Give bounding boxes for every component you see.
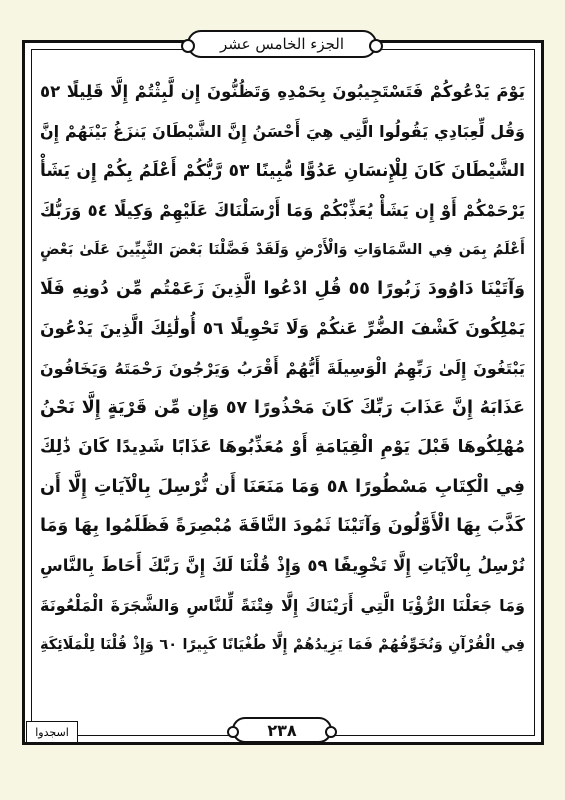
line-text: نُرْسِلُ بِالْآيَاتِ إِلَّا تَخْوِيفًا ٥٩ وَإِذْ قُلْنَا لَكَ إِنَّ رَبَّكَ أَحَاطَ بِالنَّاسِ	[40, 556, 525, 576]
line-text: وَآتَيْنَا دَاوُودَ زَبُورًا ٥٥ قُلِ ادْعُوا الَّذِينَ زَعَمْتُم مِّن دُونِهِ فَلَا	[40, 279, 525, 300]
line-text: يَرْحَمْكُمْ أَوْ إِن يَشَأْ يُعَذِّبْكُمْ وَمَا أَرْسَلْنَاكَ عَلَيْهِمْ وَكِيلًا ٥٤ وَرَبُّكَ	[40, 200, 525, 220]
line-text: فِي الْكِتَابِ مَسْطُورًا ٥٨ وَمَا مَنَعَنَا أَن نُّرْسِلَ بِالْآيَاتِ إِلَّا أَن	[40, 476, 525, 497]
verse-line-4	[40, 191, 525, 231]
line-text: وَقُل لِّعِبَادِي يَقُولُوا الَّتِي هِيَ أَحْسَنُ إِنَّ الشَّيْطَانَ يَنزَغُ بَيْنَهُمْ إِنَّ	[40, 121, 525, 141]
verse-line-6	[40, 270, 525, 310]
line-text: كَذَّبَ بِهَا الْأَوَّلُونَ وَآتَيْنَا ثَمُودَ النَّاقَةَ مُبْصِرَةً فَظَلَمُوا بِهَا وَمَا	[40, 516, 525, 537]
verse-line-15	[40, 625, 525, 665]
verse-line-2	[40, 112, 525, 152]
verse-line-12	[40, 507, 525, 547]
catchword-text: اسجدوا	[35, 725, 69, 739]
line-text: يَوْمَ يَدْعُوكُمْ فَتَسْتَجِيبُونَ بِحَمْدِهِ وَتَظُنُّونَ إِن لَّبِثْتُمْ إِلَّا قَلِيلًا ٥٢	[40, 82, 525, 102]
verse-line-7	[40, 309, 525, 349]
line-text: مُهْلِكُوهَا قَبْلَ يَوْمِ الْقِيَامَةِ أَوْ مُعَذِّبُوهَا عَذَابًا شَدِيدًا كَانَ ذَٰلِكَ	[40, 437, 525, 458]
ornament-cap-left	[181, 39, 195, 53]
verse-line-5	[40, 230, 525, 270]
verse-line-10	[40, 428, 525, 468]
verse-line-9	[40, 388, 525, 428]
line-text: وَمَا جَعَلْنَا الرُّؤْيَا الَّتِي أَرَيْنَاكَ إِلَّا فِتْنَةً لِّلنَّاسِ وَالشَّجَرَةَ الْمَلْعُونَةَ	[40, 595, 525, 615]
catchword-box	[26, 721, 78, 743]
quran-text-block	[40, 72, 525, 712]
line-text: يَبْتَغُونَ إِلَىٰ رَبِّهِمُ الْوَسِيلَةَ أَيُّهُمْ أَقْرَبُ وَيَرْجُونَ رَحْمَتَهُ وَيَخَافُونَ	[40, 358, 525, 378]
verse-line-8	[40, 349, 525, 389]
page-number-ornament	[232, 717, 332, 743]
ornament-cap-left	[227, 726, 239, 738]
line-text: الشَّيْطَانَ كَانَ لِلْإِنسَانِ عَدُوًّا مُّبِينًا ٥٣ رَّبُّكُمْ أَعْلَمُ بِكُمْ إِن يَشَأْ	[40, 160, 525, 181]
line-text: عَذَابَهُ إِنَّ عَذَابَ رَبِّكَ كَانَ مَحْذُورًا ٥٧ وَإِن مِّن قَرْيَةٍ إِلَّا نَحْنُ	[40, 397, 525, 418]
juz-header-ornament	[187, 30, 377, 58]
verse-line-13	[40, 546, 525, 586]
juz-title: الجزء الخامس عشر	[219, 35, 345, 53]
ornament-cap-right	[325, 726, 337, 738]
verse-line-3	[40, 151, 525, 191]
line-text: يَمْلِكُونَ كَشْفَ الضُّرِّ عَنكُمْ وَلَا تَحْوِيلًا ٥٦ أُولَٰئِكَ الَّذِينَ يَدْعُونَ	[40, 318, 525, 339]
ornament-cap-right	[369, 39, 383, 53]
verse-line-14	[40, 586, 525, 626]
line-text: أَعْلَمُ بِمَن فِي السَّمَاوَاتِ وَالْأَرْضِ وَلَقَدْ فَضَّلْنَا بَعْضَ النَّبِيِّينَ عَلَىٰ بَعْضٍ	[40, 241, 525, 258]
page-number: ٢٣٨	[267, 720, 297, 740]
verse-line-11	[40, 467, 525, 507]
verse-line-1	[40, 72, 525, 112]
line-text: فِي الْقُرْآنِ وَنُخَوِّفُهُمْ فَمَا يَزِيدُهُمْ إِلَّا طُغْيَانًا كَبِيرًا ٦٠ وَإِذْ قُلْنَا لِلْمَلَائِكَةِ	[40, 636, 525, 653]
